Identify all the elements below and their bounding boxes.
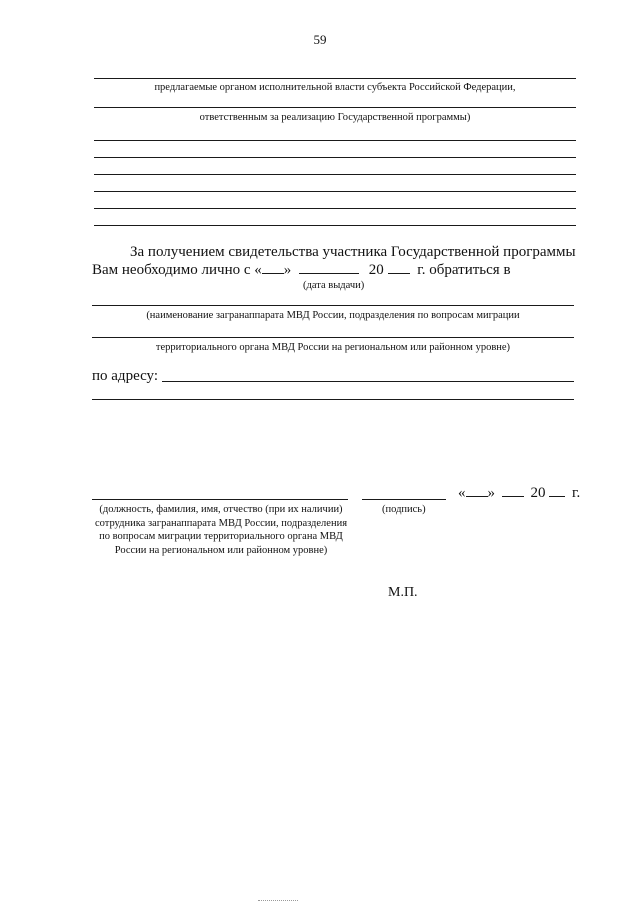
signature-date	[458, 484, 580, 502]
year-blank	[388, 261, 410, 274]
date-year-prefix: 20	[530, 485, 546, 501]
blank-line	[94, 140, 576, 141]
date-day-blank	[466, 484, 488, 497]
date-suffix: г.	[572, 485, 581, 501]
fill-line	[94, 78, 576, 79]
day-blank	[262, 261, 284, 274]
signature-caption: (подпись)	[382, 504, 426, 515]
date-month-blank	[502, 484, 524, 497]
official-caption: (должность, фамилия, имя, отчество (при их наличии) сотрудника загранаппарата МВД России, подразделения по вопросам миграции территориального органа МВД России на региональном или районном уровне)	[94, 504, 348, 556]
notice-line2-end: г. обратиться в	[417, 262, 511, 278]
page-number: 59	[313, 32, 327, 47]
office-line	[92, 337, 574, 338]
address-line	[162, 381, 574, 382]
date-open-quote: «	[458, 485, 466, 501]
date-close-quote: »	[487, 485, 495, 501]
scan-artifact	[258, 900, 298, 902]
notice-line2	[92, 261, 582, 279]
office-caption-line2: территориального органа МВД России на региональном или районном уровне)	[155, 342, 511, 353]
official-line	[92, 499, 348, 500]
stamp-place: М.П.	[388, 585, 418, 600]
address-label: по адресу:	[92, 368, 159, 384]
notice-line2-quote: »	[283, 262, 292, 278]
office-line	[92, 305, 574, 306]
address-line	[92, 399, 574, 400]
header-caption-line1: предлагаемые органом исполнительной власти субъекта Российской Федерации,	[154, 82, 516, 93]
blank-line	[94, 157, 576, 158]
blank-line	[94, 225, 576, 226]
blank-line	[94, 191, 576, 192]
notice-line1: За получением свидетельства участника Государственной программы	[130, 244, 576, 260]
office-caption-line1: (наименование загранаппарата МВД России, подразделения по вопросам миграции	[146, 310, 520, 321]
blank-line	[94, 174, 576, 175]
date-year-blank	[549, 484, 565, 497]
notice-line2-start: Вам необходимо лично с «	[92, 262, 262, 278]
month-blank	[299, 261, 359, 274]
date-caption: (дата выдачи)	[303, 280, 365, 291]
blank-line	[94, 208, 576, 209]
signature-line	[362, 499, 446, 500]
header-caption-line2: ответственным за реализацию Государственной программы)	[199, 112, 471, 123]
fill-line	[94, 107, 576, 108]
year-prefix: 20	[368, 262, 384, 278]
